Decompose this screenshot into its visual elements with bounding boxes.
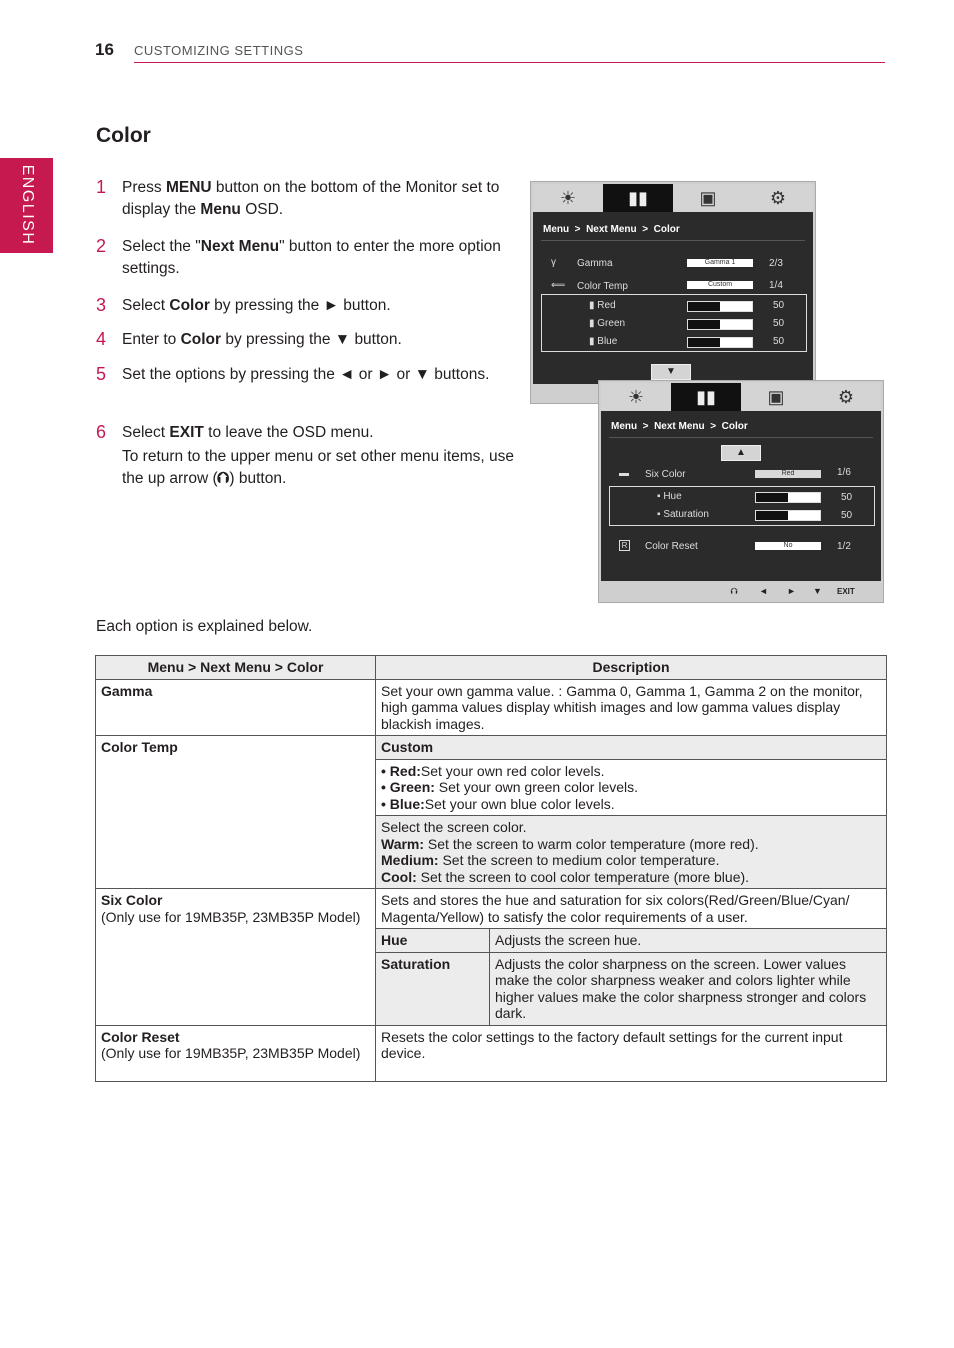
sub-value: 50: [841, 492, 853, 503]
option-description: Set your own gamma value. : Gamma 0, Gamma 1, Gamma 2 on the monitor, high gamma values display whitish images and low gamma values display blackish images.: [376, 679, 887, 736]
color-reset-value: No: [755, 542, 821, 550]
six-color-value: Red: [755, 470, 821, 478]
right-button-icon: ►: [787, 586, 796, 596]
sub-slider: [755, 510, 821, 521]
hue-saturation-group: [609, 486, 875, 526]
sub-option-description: Adjusts the color sharpness on the screen. Lower values make the color sharpness weaker and colors lighter while higher values make the color sharpness stronger and colors dark.: [490, 952, 887, 1025]
channel-value: 50: [773, 336, 785, 347]
sub-option-description: Adjusts the screen hue.: [490, 929, 887, 953]
step-6-note: To return to the upper menu or set other menu items, use the up arrow (⮉) button.: [122, 448, 515, 487]
channel-label: ▮ Green: [589, 318, 626, 329]
osd-breadcrumb: Menu > Next Menu > Color: [543, 224, 680, 235]
option-description: Resets the color settings to the factory default settings for the current input device.: [376, 1025, 887, 1081]
intro-text: Each option is explained below.: [96, 618, 313, 635]
table-row: [96, 679, 887, 736]
sub-option-name: Saturation: [381, 955, 451, 972]
channel-slider: [687, 319, 753, 330]
color-temp-page: 1/4: [769, 280, 783, 291]
channel-slider: [687, 337, 753, 348]
channel-value: 50: [773, 318, 785, 329]
channel-label: ▮ Red: [589, 300, 616, 311]
settings-icon: ⚙: [837, 386, 855, 407]
color-temp-label: Color Temp: [577, 281, 628, 292]
settings-icon: ⚙: [769, 187, 787, 208]
exit-label: EXIT: [837, 587, 855, 596]
page-title: Color: [96, 124, 151, 147]
table-header-menu: Menu > Next Menu > Color: [96, 656, 376, 680]
header-rule: [134, 62, 885, 63]
reset-icon: R: [619, 540, 630, 551]
color-reset-page: 1/2: [837, 541, 851, 552]
step-6: 6 Select EXIT to leave the OSD menu.: [96, 422, 374, 442]
gamma-icon: γ: [551, 257, 556, 268]
osd-screenshot-six-color: [598, 380, 884, 603]
brightness-icon: ☀: [559, 187, 577, 208]
osd-breadcrumb: Menu > Next Menu > Color: [611, 421, 748, 432]
option-note: (Only use for 19MB35P, 23MB35P Model): [101, 908, 361, 925]
table-row: [96, 889, 887, 929]
left-button-icon: ◄: [759, 586, 768, 596]
six-color-icon: ▬: [619, 468, 629, 479]
down-button-icon: ▼: [813, 586, 822, 596]
option-description: • Red:Set your own red color levels. • Green: Set your own green color levels. • Blue:Set your own blue color levels.: [376, 759, 887, 816]
picture-icon: ▮▮: [671, 383, 741, 411]
step-1: 1 Press MENU button on the bottom of the Monitor set to display the Menu OSD.: [96, 177, 500, 218]
option-description: Select the screen color. Warm: Set the screen to warm color temperature (more red). Medium: Set the screen to medium color temperature. Cool: Set the screen to cool color temperature (more blue).: [376, 816, 887, 889]
monitor-icon: ▣: [699, 187, 717, 208]
step-2: 2 Select the "Next Menu" button to enter the more option settings.: [96, 236, 501, 277]
sub-slider: [755, 492, 821, 503]
step-5: 5 Set the options by pressing the ◄ or ► or ▼ buttons.: [96, 364, 490, 384]
color-reset-label: Color Reset: [645, 541, 698, 552]
table-header-description: Description: [376, 656, 887, 680]
channel-value: 50: [773, 300, 785, 311]
options-table: [95, 655, 887, 1082]
table-row: [96, 736, 887, 760]
brightness-icon: ☀: [627, 386, 645, 407]
up-arrow-icon: ⮉: [731, 586, 738, 596]
section-title: CUSTOMIZING SETTINGS: [134, 43, 304, 58]
sub-value: 50: [841, 510, 853, 521]
rgb-group: [541, 294, 807, 352]
sub-option-name: Custom: [381, 739, 434, 755]
picture-icon: ▮▮: [603, 184, 673, 212]
sub-option-name: Hue: [381, 932, 408, 948]
channel-slider: [687, 301, 753, 312]
sub-label: ▪ Saturation: [657, 509, 709, 520]
option-note: (Only use for 19MB35P, 23MB35P Model): [101, 1045, 361, 1061]
option-name: Color Reset: [101, 1028, 180, 1045]
osd-tab-bar: [533, 184, 813, 212]
page-number: 16: [95, 40, 114, 59]
osd-tab-bar: [601, 383, 881, 411]
six-color-label: Six Color: [645, 469, 686, 480]
sub-label: ▪ Hue: [657, 491, 682, 502]
option-name: Color Temp: [101, 739, 178, 755]
color-temp-value: Custom: [687, 281, 753, 289]
gamma-page: 2/3: [769, 258, 783, 269]
step-3: 3 Select Color by pressing the ► button.: [96, 295, 391, 315]
osd-button-bar: [599, 582, 883, 602]
down-arrow-button: ▼: [651, 364, 691, 380]
language-tab: [0, 158, 53, 253]
step-4: 4 Enter to Color by pressing the ▼ button.: [96, 329, 402, 349]
option-description: Sets and stores the hue and saturation for six colors(Red/Green/Blue/Cyan/ Magenta/Yellow) to satisfy the color requirements of a user.: [376, 889, 887, 929]
up-arrow-button: ▲: [721, 445, 761, 461]
gamma-value: Gamma 1: [687, 259, 753, 267]
channel-label: ▮ Blue: [589, 336, 618, 347]
up-arrow-icon: ⮉: [217, 470, 230, 487]
osd-screenshot-color-temp: [530, 181, 816, 404]
gamma-label: Gamma: [577, 258, 613, 269]
table-row: [96, 1025, 887, 1081]
language-label: ENGLISH: [19, 164, 36, 246]
color-temp-icon: ⟸: [551, 280, 566, 291]
option-name: Six Color: [101, 892, 163, 908]
six-color-page: 1/6: [837, 467, 851, 478]
table-header-row: [96, 656, 887, 680]
monitor-icon: ▣: [767, 386, 785, 407]
option-name: Gamma: [101, 682, 153, 699]
